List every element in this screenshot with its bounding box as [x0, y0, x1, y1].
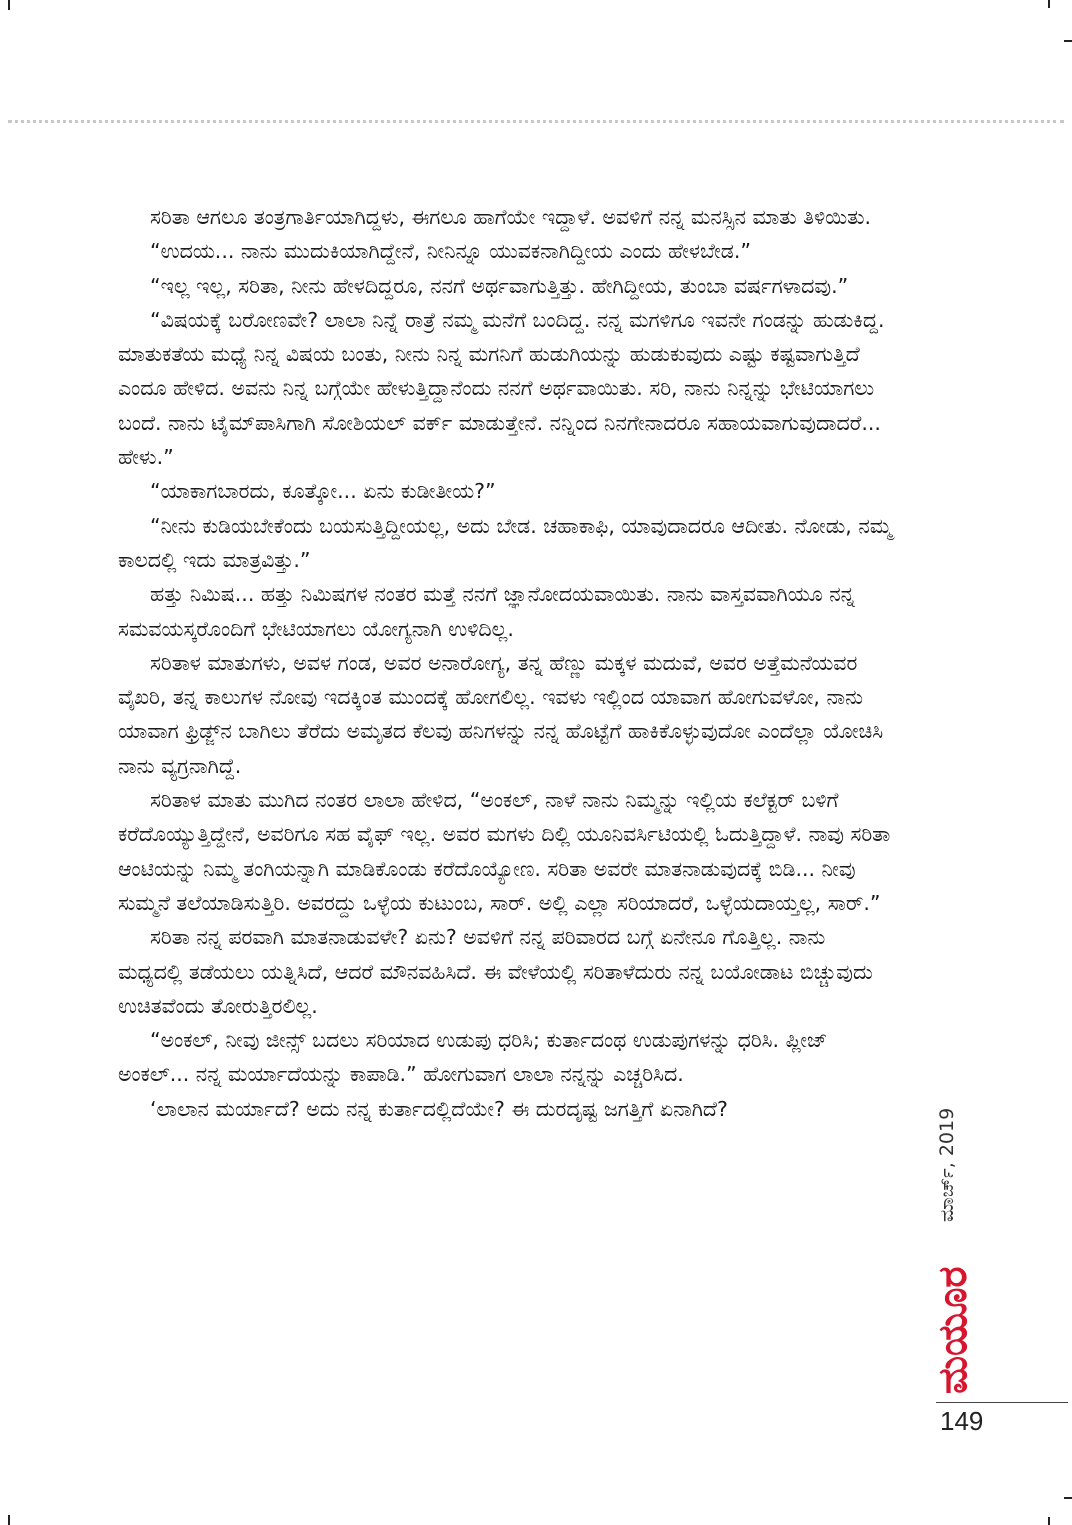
paragraph: ಸರಿತಾ ನನ್ನ ಪರವಾಗಿ ಮಾತನಾಡುವಳೇ? ಏನು? ಅವಳಿಗೆ ನನ್ನ ಪರಿವಾರದ ಬಗ್ಗೆ ಏನೇನೂ ಗೊತ್ತಿಲ್ಲ. ನಾನು ಮಧ್ಯದಲ್ಲಿ ತಡೆಯಲು ಯತ್ನಿಸಿದೆ, ಆದರೆ ಮೌನವಹಿಸಿದೆ. ಈ ವೇಳೆಯಲ್ಲಿ ಸರಿತಾಳೆದುರು ನನ್ನ ಬಯೋಡಾಟ ಬಿಚ್ಚುವುದು ಉಚಿತವೆಂದು ತೋರುತ್ತಿರಲಿಲ್ಲ. [118, 925, 873, 1018]
crop-mark-bottom-left [8, 1515, 10, 1525]
story-body [118, 200, 893, 1126]
paragraph: ಹತ್ತು ನಿಮಿಷ... ಹತ್ತು ನಿಮಿಷಗಳ ನಂತರ ಮತ್ತೆ ನನಗೆ ಜ್ಞಾನೋದಯವಾಯಿತು. ನಾನು ವಾಸ್ತವವಾಗಿಯೂ ನನ್ನ ಸಮವಯಸ್ಕರೊಂದಿಗೆ ಭೇಟಿಯಾಗಲು ಯೋಗ್ಯನಾಗಿ ಉಳಿದಿಲ್ಲ. [118, 582, 855, 641]
page-number: 149 [940, 1406, 984, 1436]
page-number-rule [936, 1402, 1068, 1403]
crop-mark-bottom-right [1048, 1517, 1050, 1525]
paragraph: ಸರಿತಾ ಆಗಲೂ ತಂತ್ರಗಾರ್ತಿಯಾಗಿದ್ದಳು, ಈಗಲೂ ಹಾಗೆಯೇ ಇದ್ದಾಳೆ. ಅವಳಿಗೆ ನನ್ನ ಮನಸ್ಸಿನ ಮಾತು ತಿಳಿಯಿತು. [150, 205, 872, 229]
crop-mark-top-right [1048, 0, 1050, 8]
paragraph: ಸರಿತಾಳ ಮಾತು ಮುಗಿದ ನಂತರ ಲಾಲಾ ಹೇಳಿದ, “ಅಂಕಲ್, ನಾಳೆ ನಾನು ನಿಮ್ಮನ್ನು ಇಲ್ಲಿಯ ಕಲೆಕ್ಟರ್ ಬಳಿಗೆ ಕರೆದೊಯ್ಯುತ್ತಿದ್ದೇನೆ, ಅವರಿಗೂ ಸಹ ವೈಫ್ ಇಲ್ಲ. ಅವರ ಮಗಳು ದಿಲ್ಲಿ ಯೂನಿವರ್ಸಿಟಿಯಲ್ಲಿ ಓದುತ್ತಿದ್ದಾಳೆ. ನಾವು ಸರಿತಾ ಆಂಟಿಯನ್ನು ನಿಮ್ಮ ತಂಗಿಯನ್ನಾಗಿ ಮಾಡಿಕೊಂಡು ಕರೆದೊಯ್ಯೋಣ. ಸರಿತಾ ಅವರೇ ಮಾತನಾಡುವುದಕ್ಕೆ ಬಿಡಿ... ನೀವು ಸುಮ್ಮನೆ ತಲೆಯಾಡಿಸುತ್ತಿರಿ. ಅವರದ್ದು ಒಳ್ಳೆಯ ಕುಟುಂಬ, ಸಾರ್. ಅಲ್ಲಿ ಎಲ್ಲಾ ಸರಿಯಾದರೆ, ಒಳ್ಳೆಯದಾಯ್ತಲ್ಲ, ಸಾರ್.” [118, 788, 891, 915]
paragraph: “ನೀನು ಕುಡಿಯಬೇಕೆಂದು ಬಯಸುತ್ತಿದ್ದೀಯಲ್ಲ, ಅದು ಬೇಡ. ಚಹಾಕಾಫಿ, ಯಾವುದಾದರೂ ಆದೀತು. ನೋಡು, ನಮ್ಮ ಕಾಲದಲ್ಲಿ ಇದು ಮಾತ್ರವಿತ್ತು.” [118, 513, 893, 572]
magazine-logo: ಮಯೂರ [930, 1266, 976, 1394]
header-dotted-rule [8, 120, 1064, 123]
paragraph: “ವಿಷಯಕ್ಕೆ ಬರೋಣವೇ? ಲಾಲಾ ನಿನ್ನೆ ರಾತ್ರೆ ನಮ್ಮ ಮನೆಗೆ ಬಂದಿದ್ದ. ನನ್ನ ಮಗಳಿಗೂ ಇವನೇ ಗಂಡನ್ನು ಹುಡುಕಿದ್ದ. ಮಾತುಕತೆಯ ಮಧ್ಯೆ ನಿನ್ನ ವಿಷಯ ಬಂತು, ನೀನು ನಿನ್ನ ಮಗನಿಗೆ ಹುಡುಗಿಯನ್ನು ಹುಡುಕುವುದು ಎಷ್ಟು ಕಷ್ಟವಾಗುತ್ತಿದೆ ಎಂದೂ ಹೇಳಿದ. ಅವನು ನಿನ್ನ ಬಗ್ಗೆಯೇ ಹೇಳುತ್ತಿದ್ದಾನೆಂದು ನನಗೆ ಅರ್ಥವಾಯಿತು. ಸರಿ, ನಾನು ನಿನ್ನನ್ನು ಭೇಟಿಯಾಗಲು ಬಂದೆ. ನಾನು ಟೈಮ್‌ಪಾಸಿಗಾಗಿ ಸೋಶಿಯಲ್ ವರ್ಕ್ ಮಾಡುತ್ತೇನೆ. ನನ್ನಿಂದ ನಿನಗೇನಾದರೂ ಸಹಾಯವಾಗುವುದಾದರೆ... ಹೇಳು.” [118, 307, 885, 470]
paragraph: “ಉದಯ... ನಾನು ಮುದುಕಿಯಾಗಿದ್ದೇನೆ, ನೀನಿನ್ನೂ ಯುವಕನಾಗಿದ್ದೀಯ ಎಂದು ಹೇಳಬೇಡ.” [150, 239, 751, 264]
paragraph: ‘ಲಾಲಾನ ಮರ್ಯಾದೆ? ಅದು ನನ್ನ ಕುರ್ತಾದಲ್ಲಿದೆಯೇ? ಈ ದುರದೃಷ್ಟ ಜಗತ್ತಿಗೆ ಏನಾಗಿದೆ? [150, 1096, 728, 1121]
paragraph: ಸರಿತಾಳ ಮಾತುಗಳು, ಅವಳ ಗಂಡ, ಅವರ ಅನಾರೋಗ್ಯ, ತನ್ನ ಹೆಣ್ಣು ಮಕ್ಕಳ ಮದುವೆ, ಅವರ ಅತ್ತೆಮನೆಯವರ ವೈಖರಿ, ತನ್ನ ಕಾಲುಗಳ ನೋವು ಇದಕ್ಕಿಂತ ಮುಂದಕ್ಕೆ ಹೋಗಲಿಲ್ಲ. ಇವಳು ಇಲ್ಲಿಂದ ಯಾವಾಗ ಹೋಗುವಳೋ, ನಾನು ಯಾವಾಗ ಫ್ರಿಡ್ಜ್‌ನ ಬಾಗಿಲು ತೆರೆದು ಅಮೃತದ ಕೆಲವು ಹನಿಗಳನ್ನು ನನ್ನ ಹೊಟ್ಟೆಗೆ ಹಾಕಿಕೊಳ್ಳುವುದೋ ಎಂದೆಲ್ಲಾ ಯೋಚಿಸಿ ನಾನು ವ್ಯಗ್ರನಾಗಿದ್ದೆ. [118, 650, 884, 778]
crop-mark-top-left [8, 0, 10, 10]
paragraph: “ಯಾಕಾಗಬಾರದು, ಕೂತ್ಕೋ... ಏನು ಕುಡೀತೀಯ?” [150, 479, 496, 504]
paragraph: “ಅಂಕಲ್, ನೀವು ಜೀನ್ಸ್ ಬದಲು ಸರಿಯಾದ ಉಡುಪು ಧರಿಸಿ; ಕುರ್ತಾದಂಥ ಉಡುಪುಗಳನ್ನು ಧರಿಸಿ. ಪ್ಲೀಜ್ ಅಂಕಲ್... ನನ್ನ ಮರ್ಯಾದೆಯನ್ನು ಕಾಪಾಡಿ.” ಹೋಗುವಾಗ ಲಾಲಾ ನನ್ನನ್ನು ಎಚ್ಚರಿಸಿದ. [118, 1028, 828, 1087]
issue-date: ಮಾರ್ಚ್, 2019 [936, 1107, 958, 1222]
paragraph: “ಇಲ್ಲ ಇಲ್ಲ, ಸರಿತಾ, ನೀನು ಹೇಳದಿದ್ದರೂ, ನನಗೆ ಅರ್ಥವಾಗುತ್ತಿತ್ತು. ಹೇಗಿದ್ದೀಯ, ತುಂಬಾ ವರ್ಷಗಳಾದವು.” [150, 273, 849, 298]
crop-mark-right-upper [1064, 40, 1072, 42]
crop-mark-right-lower [1064, 1497, 1072, 1499]
